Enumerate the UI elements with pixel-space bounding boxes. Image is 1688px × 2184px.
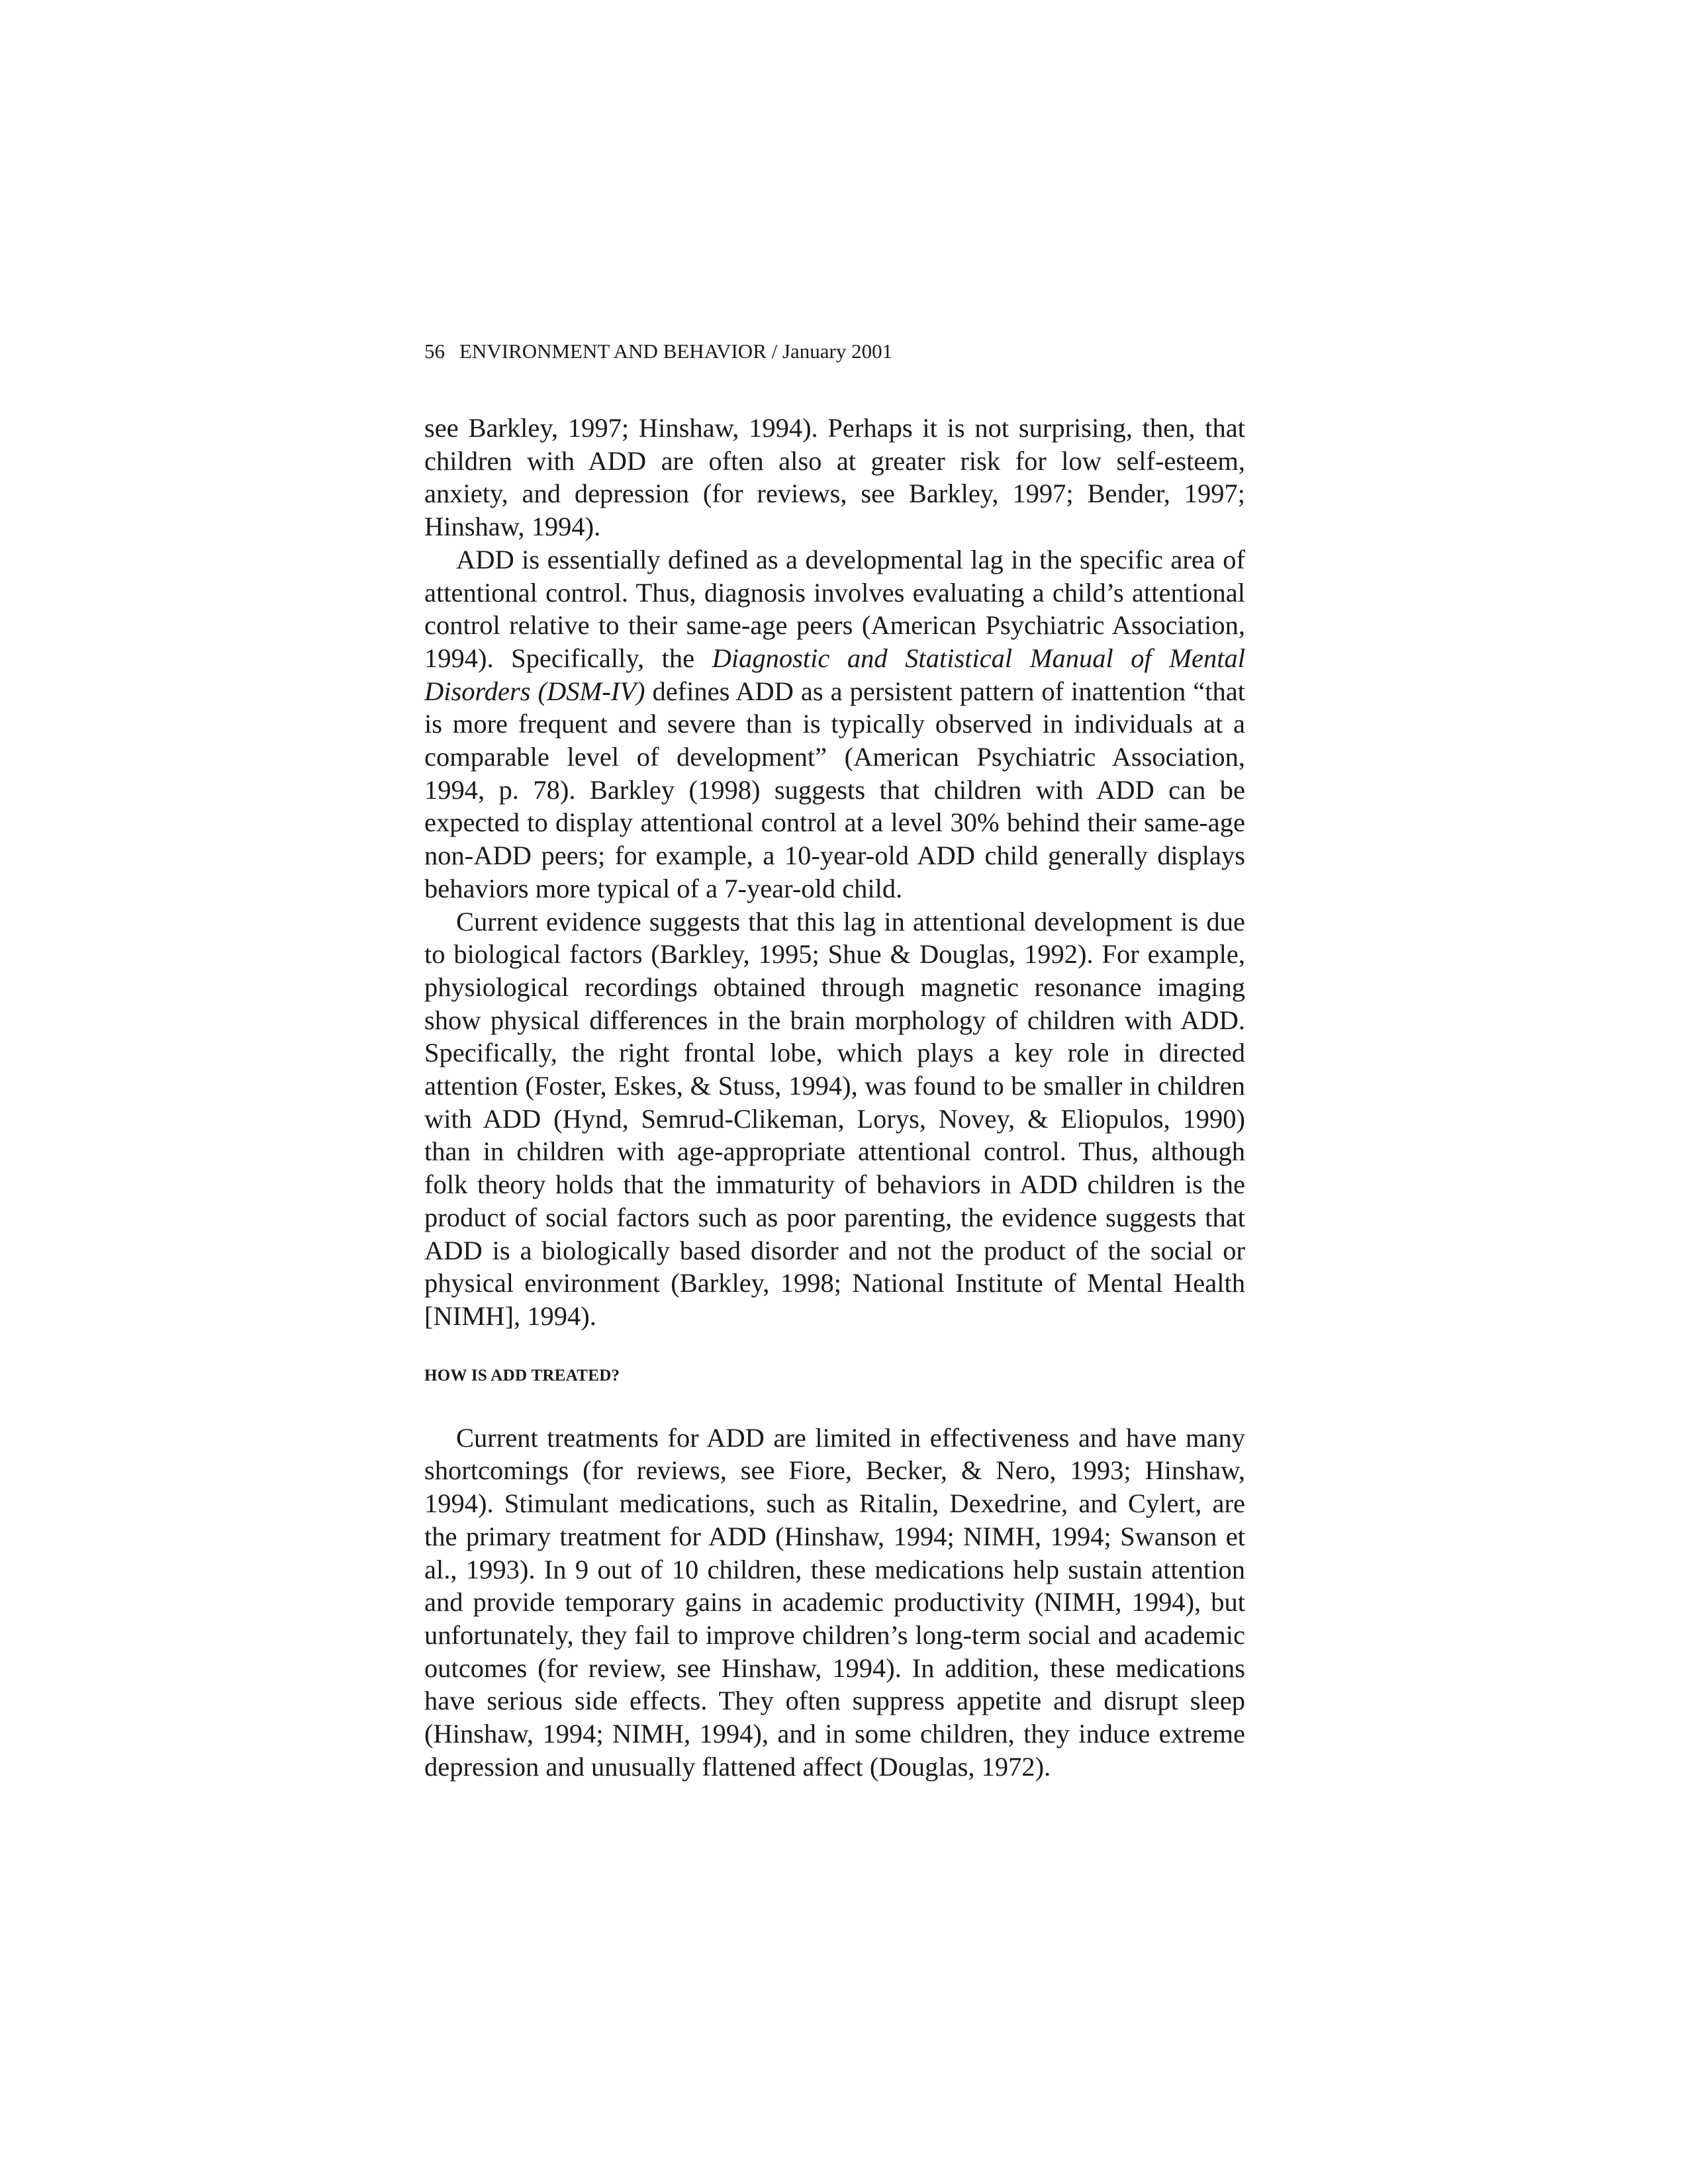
paragraph-biological-factors: Current evidence suggests that this lag in attentional development is due to biological factors (Barkley, 1995; Shue & Douglas, 1992). For example, physiological recordings obtained through magnetic resonance imaging show physical differences in the brain morphology of children with ADD. Specifically, the right frontal lobe, which plays a key role in directed attention (Foster, Eskes, & Stuss, 1994), was found to be smaller in children with ADD (Hynd, Semrud-Clikeman, Lorys, Novey, & Eliopulos, 1990) than in children with age-appropriate attentional control. Thus, although folk theory holds that the immaturity of behaviors in ADD children is the product of social factors such as poor parenting, the evidence suggests that ADD is a biologically based disorder and not the product of the social or physical environment (Barkley, 1998; National Institute of Mental Health [NIMH], 1994).	[424, 906, 1245, 1331]
paragraph-add-definition	[424, 543, 1245, 905]
section-heading: HOW IS ADD TREATED?	[424, 1366, 620, 1385]
paragraph-continued: see Barkley, 1997; Hinshaw, 1994). Perhaps it is not surprising, then, that children with ADD are often also at greater risk for low self-esteem, anxiety, and depression (for reviews, see Barkley, 1997; Bender, 1997; Hinshaw, 1994).	[424, 413, 1245, 542]
page-number: 56	[424, 340, 445, 363]
running-title: ENVIRONMENT AND BEHAVIOR / January 2001	[459, 340, 893, 363]
dsm-title: Diagnostic and Statistical Manual of Mental Disorders (DSM-IV)	[424, 643, 1246, 706]
paragraph-text: defines ADD as a persistent pattern of inattention “that is more frequent and severe than is typically observed in individuals at a comparable level of development” (American Psychiatric Association, 1994, p. 78). Barkley (1998) suggests that children with ADD can be expected to display attentional control at a level 30% behind their same-age non-ADD peers; for example, a 10-year-old ADD child generally displays behaviors more typical of a 7-year-old child.	[424, 676, 1245, 903]
body-text	[424, 412, 1245, 1783]
running-header	[424, 338, 1245, 365]
paragraph-text: ADD is essentially defined as a developmental lag in the specific area of attentional control. Thus, diagnosis involves evaluating a child’s attentional control relative to their same-age peers (American Psychiatric Association, 1994). Specifically, the	[424, 544, 1245, 673]
paragraph-treatments: Current treatments for ADD are limited in effectiveness and have many shortcomings (for reviews, see Fiore, Becker, & Nero, 1993; Hinshaw, 1994). Stimulant medications, such as Ritalin, Dexedrine, and Cylert, are the primary treatment for ADD (Hinshaw, 1994; NIMH, 1994; Swanson et al., 1993). In 9 out of 10 children, these medications help sustain attention and provide temporary gains in academic productivity (NIMH, 1994), but unfortunately, they fail to improve children’s long-term social and academic outcomes (for review, see Hinshaw, 1994). In addition, these medications have serious side effects. They often suppress appetite and disrupt sleep (Hinshaw, 1994; NIMH, 1994), and in some children, they induce extreme depression and unusually flattened affect (Douglas, 1972).	[424, 1422, 1245, 1782]
